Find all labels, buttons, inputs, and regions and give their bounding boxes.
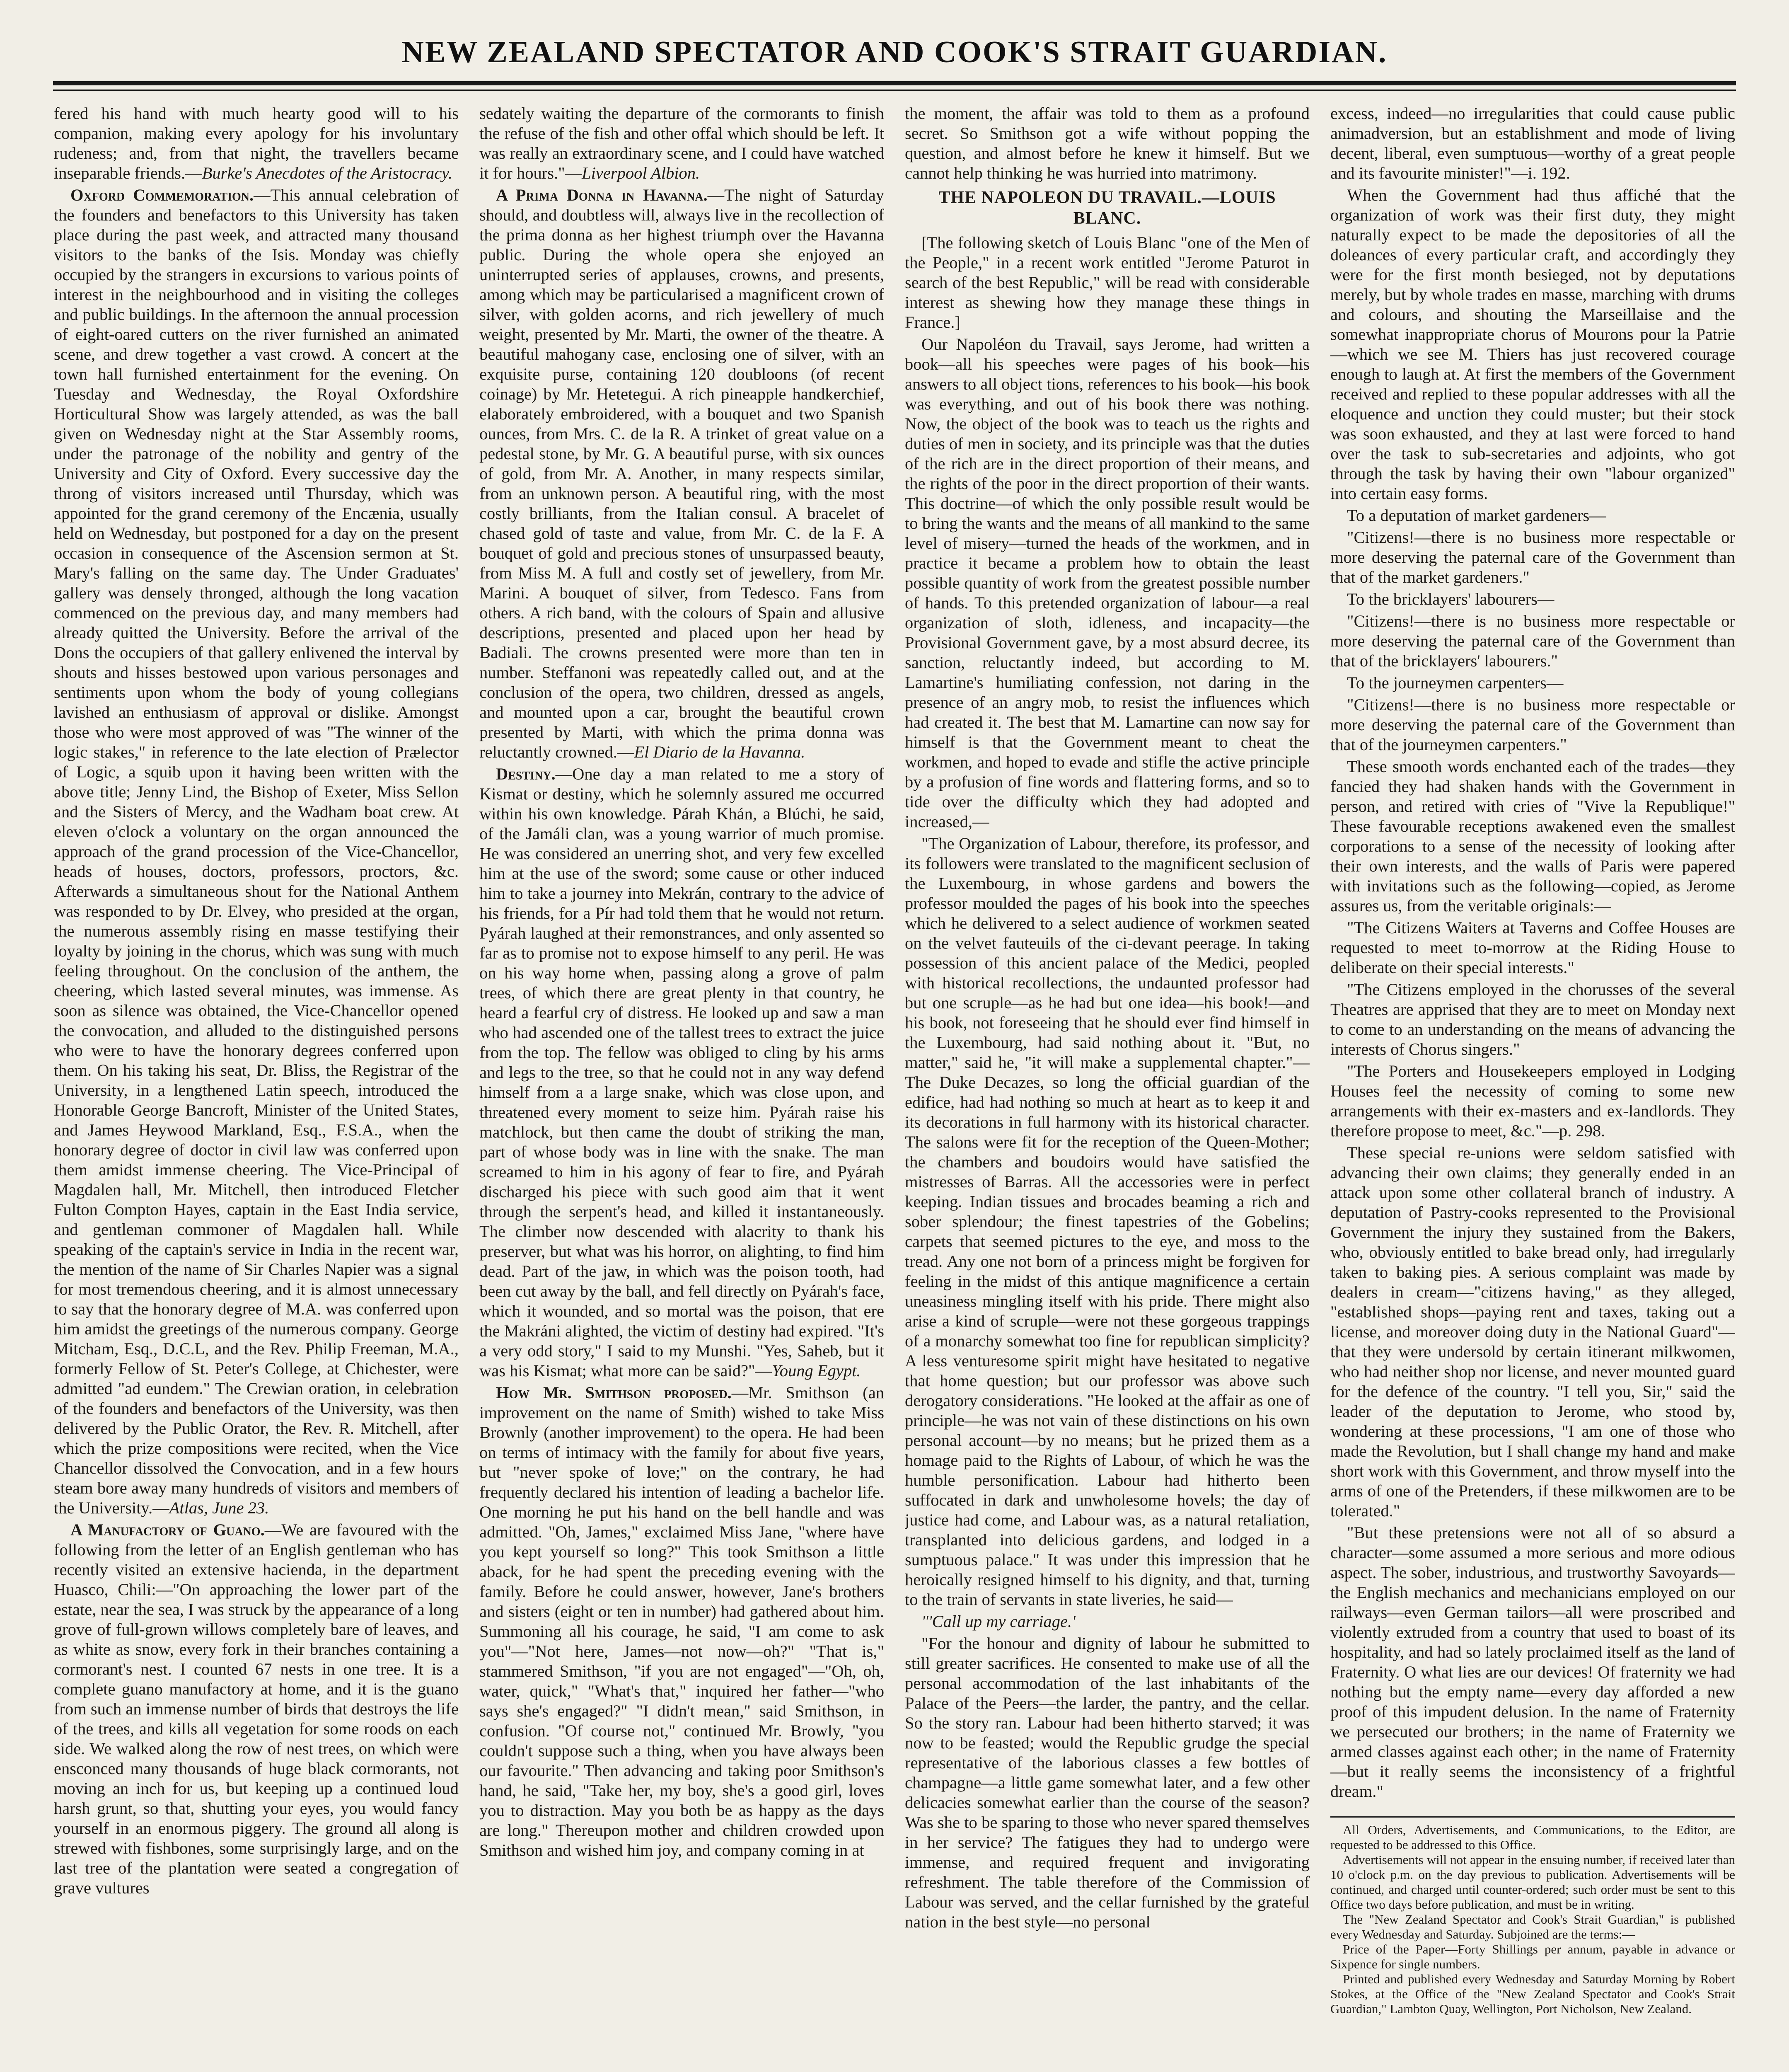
article-destiny: Destiny.—One day a man related to me a story of Kismat or destiny, which he solemnly assured me occurred within his own knowledge. Párah Khán, a Blúchi, he said, of the Jamáli clan, was a young warrior of much promise. He was considered an unerring shot, and very few excelled him at the use of the sword; some cause or other induced him to take a journey into Mekrán, contrary to the advice of his friends, for a Pír had told them that he would not return. Pyárah laughed at their remonstrances, and only assented so far as to promise not to expose himself to any peril. He was on his way home when, passing along a grove of palm trees, of which there are great plenty in that country, he heard a fearful cry of distress. He looked up and saw a man who had ascended one of the tallest trees to extract the juice from the top. The fellow was obliged to cling by his arms and legs to the tree, so that he could not in any way defend himself from a a large snake, which was close upon, and threatened every moment to seize him. Pyárah raise his matchlock, but then came the doubt of striking the man, part of whose body was in line with the snake. The man screamed to him in his agony of fear to fire, and Pyárah discharged his piece with such good aim that it went through the serpent's head, and killed it instantaneously. The climber now descended with alacrity to thank his preserver, but what was his horror, on alighting, to find him dead. Part of the jaw, in which was the poison tooth, had been cut away by the ball, and fell directly on Pyárah's face, which it wounded, and so mortal was the poison, that ere the Makráni alighted, the victim of destiny had expired. "It's a very odd story," I said to my Munshi. "Yes, Saheb, but it was his Kismat; what more can be said?"—Young Egypt. xyxy=(479,765,884,1380)
article-heading: Oxford Commemoration. xyxy=(70,186,254,204)
article-paragraph: "Citizens!—there is no business more respectable or more deserving the paternal care of the Government than that of the market gardeners." xyxy=(1330,528,1735,586)
source-credit: Liverpool Albion. xyxy=(582,164,700,182)
article-continuation: excess, indeed—no irregularities that could cause public animadversion, but an establishment and mode of living decent, liberal, even sumptuous—worthy of a great people and its favourite minister!"—i. 192. xyxy=(1330,104,1735,182)
article-paragraph: "The Organization of Labour, therefore, its professor, and its followers were translated to the magnificent seclusion of the Luxembourg, in whose gardens and bowers the professor moulded the pages of his book into the speeches which he delivered to a select audience of workmen seated on the velvet fauteuils of the ci-devant peerage. In taking possession of this ancient palace of the Medici, peopled with historical recollections, the undaunted professor had but one scruple—as he had but one idea—his book!—and his book, not foreseeing that he should ever find himself in the Luxembourg, had said nothing about it. "But, no matter," said he, "it will make a supplemental chapter."—The Duke Decazes, so long the official guardian of the edifice, had had nothing so much at heart as to keep it and its decorations in full harmony with its historical character. The salons were fit for the reception of the Queen-Mother; the chambers and boudoirs would have satisfied the mistresses of Barras. All the accessories were in perfect keeping. Indian tissues and brocades beaming a rich and sober splendour; the finest tapestries of the Gobelins; carpets that seemed pictures to the eye, and moss to the tread. Any one not born of a princess might be forgiven for feeling in the midst of this antique magnificence a certain uneasiness mingling itself with his pride. There might also arise a kind of scruple—were not these gorgeous trappings of a monarchy somewhat too fine for republican simplicity? A less venturesome spirit might have hesitated to negative that home question; but our professor was above such derogatory considerations. "He looked at the affair as one of principle—he was not vain of these distinctions on his own personal account—by no means; but he prized them as a homage paid to the Rights of Labour, of which he was the humble personification. Labour had hitherto been suffocated in dark and unwholesome hovels; the day of justice had come, and Labour was, as a natural retaliation, transplanted into delicious gardens, and lodged in a sumptuous palace." It was under this impression that he heroically resigned himself to his dignity, and that, turning to the train of servants in state liveries, he said— xyxy=(905,834,1310,1609)
article-heading: How Mr. Smithson proposed. xyxy=(496,1383,732,1402)
article-continuation: sedately waiting the departure of the cormorants to finish the refuse of the fish and other offal which should be left. It was really an extraordinary scene, and I could have watched it for hours."—Liverpool Albion. xyxy=(479,104,884,182)
masthead-rule-thin xyxy=(53,90,1736,91)
article-intro: [The following sketch of Louis Blanc "one of the Men of the People," in a recent work entitled "Jerome Paturot in search of the best Republic," will be read with considerable interest as shewing how they manage these things in France.] xyxy=(905,233,1310,332)
publisher-notice xyxy=(1330,1816,1735,2016)
article-paragraph: These special re-unions were seldom satisfied with advancing their own claims; they generally ended in an attack upon some other collateral branch of industry. A deputation of Pastry-cooks represented to the Provisional Government the injury they sustained from the Bakers, who, obviously entitled to bake bread only, had irregularly taken to baking pies. A serious complaint was made by dealers in cream—"citizens having," as they alleged, "established shops—paying rent and taxes, taking out a license, and moreover doing duty in the National Guard"—that they were undersold by certain itinerant milkwomen, who had neither shop nor license, and never mounted guard for the defence of the country. "I tell you, Sir," said the leader of the deputation to Jerome, who stood by, wondering at these processions, "I am one of those who made the Revolution, but I shall change my hand and make short work with this Government, and throw myself into the arms of one of the Pretenders, if these milkwomen are to be tolerated." xyxy=(1330,1143,1735,1520)
article-paragraph: "Citizens!—there is no business more respectable or more deserving the paternal care of the Government than that of the bricklayers' labourers." xyxy=(1330,612,1735,670)
article-guano: A Manufactory of Guano.—We are favoured with the following from the letter of an English gentleman who has recently visited an extensive hacienda, in the department Huasco, Chili:—"On approaching the lower part of the estate, near the sea, I was struck by the appearance of a long grove of full-grown willows completely bare of leaves, and as white as snow, every fork in their branches containing a cormorant's nest. I counted 67 nests in one tree. It is a complete guano manufactory at home, and it is the guano from such an immense number of birds that destroys the life of the trees, and kills all vegetation for some roods on each side. We walked along the row of nest trees, on which were ensconced many thousands of huge black cormorants, not moving an inch for us, but keeping up a continued loud harsh grunt, so that, shutting your eyes, you would fancy yourself in an enormous piggery. The ground all along is strewed with fishbones, some surprisingly large, and on the last tree of the plantation were seated a congregation of grave vultures xyxy=(54,1520,459,1897)
article-paragraph: When the Government had thus affiché that the organization of work was their first duty, they might naturally expect to be made the depositories of all the doleances of every particular craft, and accordingly they were for the first month besieged, not by deputations merely, but by whole trades en masse, marching with drums and colours, and shouting the Marseillaise and the somewhat inappropriate chorus of Mourons pour la Patrie—which we see M. Thiers has just recovered courage enough to laugh at. At first the members of the Government received and replied to these popular addresses with all the eloquence and unction they could muster; but their stock was soon exhausted, and they at last were forced to hand over the task to sub-secretaries and adjoints, who got through the task by having their own "labour organized" into certain easy forms. xyxy=(1330,186,1735,503)
article-smithson: How Mr. Smithson proposed.—Mr. Smithson (an improvement on the name of Smith) wished to take Miss Brownly (another improvement) to the opera. He had been on terms of intimacy with the family for about five years, but "never spoke of love;" on the contrary, he had frequently declared his intention of leading a bachelor life. One morning he put his hand on the bell handle and was admitted. "Oh, James," exclaimed Miss Jane, "where have you kept yourself so long?" This took Smithson a little aback, for he had spent the preceding evening with the family. Before he could answer, however, Jane's brothers and sisters (eight or ten in number) had gathered about him. Summoning all his courage, he said, "I am come to ask you"—"Not here, James—not now—oh?" "That is," stammered Smithson, "if you are not engaged"—"Oh, oh, water, quick," "What's that," inquired her father—"who says she's engaged?" "I didn't mean," said Smithson, in confusion. "Of course not," continued Mr. Browly, "you couldn't suppose such a thing, when you have always been our favourite." Then advancing and taking poor Smithson's hand, he said, "Take her, my boy, she's a good girl, loves you to distraction. May you both be as happy as the days are long." Thereupon mother and children crowded upon Smithson and wished him joy, and company coming in at xyxy=(479,1383,884,1859)
article-paragraph: To a deputation of market gardeners— xyxy=(1347,506,1606,525)
article-heading: A Prima Donna in Havanna. xyxy=(496,186,708,204)
article-paragraph: "The Citizens Waiters at Taverns and Coffee Houses are requested to meet to-morrow at the Riding House to deliberate on their special interests." xyxy=(1330,918,1735,977)
column-3 xyxy=(905,104,1310,2072)
article-heading-louis-blanc: THE NAPOLEON DU TRAVAIL.—LOUIS BLANC. xyxy=(938,188,1276,228)
article-continuation: the moment, the affair was told to them as a profound secret. So Smithson got a wife without popping the question, and almost before he knew it himself. But we cannot help thinking he was hurried into matrimony. xyxy=(905,104,1310,182)
article-paragraph: To the bricklayers' labourers— xyxy=(1347,590,1554,608)
article-continuation: fered his hand with much hearty good will to his companion, making every apology for his involuntary rudeness; and, from that night, the travellers became inseparable friends.—Burke's Anecdotes of the Aristocracy. xyxy=(54,104,459,182)
masthead-rule-thick xyxy=(53,81,1736,85)
columns xyxy=(54,104,1735,2072)
article-paragraph: "Citizens!—there is no business more respectable or more deserving the paternal care of the Government than that of the journeymen carpenters." xyxy=(1330,695,1735,754)
article-paragraph: "But these pretensions were not all of so absurd a character—some assumed a more serious and more odious aspect. The sober, industrious, and trustworthy Savoyards—the English mechanics and mechanicians employed on our railways—even German tailors—all were proscribed and violently extruded from a country that used to boast of its hospitality, and had so lately proclaimed itself as the land of Fraternity. O what lies are our devices! Of fraternity we had nothing but the empty name—every day afforded a new proof of this impudent delusion. In the name of Fraternity we persecuted our brothers; in the name of Fraternity we armed classes against each other; in the name of Fraternity—but it really seems the inconsistency of a frightful dream." xyxy=(1330,1523,1735,1801)
column-2 xyxy=(479,104,884,2072)
article-paragraph: Our Napoléon du Travail, says Jerome, had written a book—all his speeches were pages of his book—his answers to all object tions, references to his book—his book was everything, and out of his book there was nothing. Now, the object of the book was to teach us the rights and duties of men in society, and its principle was that the duties of the rich are in the direct proportion of their means, and the rights of the poor in the direct proportion of their wants. This doctrine—of which the only possible result would be to bring the wants and the means of all mankind to the same level of misery—turned the heads of the workmen, and in practice it became a problem how to obtain the least possible quantity of work from the greatest possible number of hands. To this pretended organization of labour—a real organization of sloth, idleness, and incapacity—the Provisional Government gave, by a most absurd decree, its sanction, reluctantly indeed, but according to M. Lamartine's humiliating confession, not daring in the presence of an angry mob, to resist the influences which had created it. The best that M. Lamartine can now say for himself is that the Government meant to cheat the workmen, and hoped to evade and stifle the active principle by a profusion of fine words and flattering forms, and so to tide over the difficulty which they had adopted and increased,— xyxy=(905,335,1310,831)
notice-line: Advertisements will not appear in the ensuing number, if received later than 10 o'clock p.m. on the day previous to publication. Advertisements will be continued, and charged until counter-ordered; such order must be sent to this Office two days before publication, and must be in writing. xyxy=(1330,1852,1735,1912)
notice-line: Price of the Paper—Forty Shillings per annum, payable in advance or Sixpence for single numbers. xyxy=(1330,1942,1735,1971)
column-4 xyxy=(1330,104,1735,2072)
article-heading: A Manufactory of Guano. xyxy=(70,1520,265,1539)
source-credit: Young Egypt. xyxy=(771,1361,861,1380)
source-credit: Atlas, June 23. xyxy=(169,1498,269,1517)
article-heading: Destiny. xyxy=(496,765,556,783)
source-credit: El Diario de la Havanna. xyxy=(634,743,805,761)
article-oxford: Oxford Commemoration.—This annual celebration of the founders and benefactors to this University has taken place during the past week, and attracted many thousand visitors to the banks of the Isis. Monday was chiefly occupied by the strangers in excursions to various points of interest in the neighbourhood and in visiting the colleges and public buildings. In the afternoon the annual procession of eight-oared cutters on the river furnished an animated scene, and drew together a vast crowd. A concert at the town hall furnished entertainment for the evening. On Tuesday and Wednesday, the Royal Oxfordshire Horticultural Show was largely attended, as was the ball given on Wednesday night at the Star Assembly rooms, under the patronage of the nobility and gentry of the University and City of Oxford. Every successive day the throng of visitors increased until Thursday, which was appointed for the grand ceremony of the Encænia, usually held on Wednesday, but postponed for a day on the present occasion in consequence of the Ascension sermon at St. Mary's falling on the same day. The Under Graduates' gallery was densely thronged, although the long vacation commenced on the previous day, and many members had already quitted the University. Before the arrival of the Dons the occupiers of that gallery enlivened the interval by shouts and hisses bestowed upon various personages and sentiments upon whom the body of young collegians lavished an enthusiasm of approval or dislike. Amongst those who were most approved of was "The winner of the logic stakes," in reference to the late election of Prælector of Logic, a squib upon it having been written with the above title; Jenny Lind, the Bishop of Exeter, Miss Sellon and the Sisters of Mercy, and the Wadham boat crew. At eleven o'clock a voluntary on the organ announced the approach of the grand procession of the Vice-Chancellor, heads of houses, doctors, professors, proctors, &c. Afterwards a simultaneous shout for the National Anthem was responded to by Dr. Elvey, who presided at the organ, the numerous assembly rising en masse testifying their loyalty by joining in the chorus, which was sung with much feeling throughout. On the conclusion of the anthem, the cheering, which lasted several minutes, was immense. As soon as silence was obtained, the Vice-Chancellor opened the convocation, and alluded to the distinguished persons who were to have the honorary degrees conferred upon them. On his taking his seat, Dr. Bliss, the Registrar of the University, in a lengthened Latin speech, introduced the Honorable George Bancroft, Minister of the United States, and James Heywood Markland, Esq., F.S.A., when the honorary degree of doctor in civil law was conferred upon them amidst immense cheering. The Vice-Principal of Magdalen hall, Mr. Mitchell, then introduced Fletcher Fulton Compton Hayes, captain in the East India service, and gentleman commoner of Magdalen hall. While speaking of the captain's service in India in the recent war, the mention of the name of Sir Charles Napier was a signal for most tremendous cheering, and it is almost unnecessary to say that the honorary degree of M.A. was conferred upon him amidst the greetings of the numerous company. George Mitcham, Esq., D.C.L, and the Rev. Philip Freeman, M.A., formerly Fellow of St. Peter's College, at Chichester, were admitted "ad eundem." The Crewian oration, in celebration of the founders and benefactors of the University, was then delivered by the Public Orator, the Rev. R. Mitchell, after which the prize compositions were recited, when the Vice Chancellor dissolved the Convocation, and in a few hours steam bore away many hundreds of visitors and members of the University.—Atlas, June 23. xyxy=(54,186,459,1517)
article-paragraph: To the journeymen carpenters— xyxy=(1347,673,1564,692)
article-quote-line: "'Call up my carriage.' xyxy=(921,1612,1076,1631)
article-paragraph: "For the honour and dignity of labour he submitted to still greater sacrifices. He consented to make use of all the personal accommodation of the last inhabitants of the Palace of the Peers—the larder, the pantry, and the cellar. So the story ran. Labour had been hitherto starved; it was now to be feasted; would the Republic grudge the special representative of the laborious classes a few bottles of champagne—a little game somewhat later, and a few other delicacies somewhat earlier than the course of the season? Was she to be sparing to those who never spared themselves in her service? The fatigues they had to undergo were immense, and required frequent and invigorating refreshment. The table therefore of the Commission of Labour was served, and the cellar furnished by the grateful nation in the best style—no personal xyxy=(905,1634,1310,1931)
article-prima-donna: A Prima Donna in Havanna.—The night of Saturday should, and doubtless will, always live in the recollection of the prima donna as her highest triumph over the Havanna public. During the whole opera she enjoyed an uninterrupted series of applauses, crowns, and presents, among which may be particularised a magnificent crown of silver, with golden acorns, and rich jewellery of much weight, presented by Mr. Marti, the owner of the theatre. A beautiful mahogany case, enclosing one of silver, with an exquisite purse, containing 120 doubloons (of recent coinage) by Mr. Hetetegui. A rich pineapple handkerchief, elaborately embroidered, with a bouquet and two Spanish ounces, from Mrs. C. de la R. A trinket of great value on a pedestal stone, by Mr. G. A beautiful purse, with six ounces of gold, from Mr. A. Another, in many respects similar, from an unknown person. A beautiful ring, with the most costly brilliants, from the Italian consul. A bracelet of chased gold of taste and value, from Mr. C. de la F. A bouquet of gold and precious stones of unsurpassed beauty, from Miss M. A full and costly set of jewellery, from Mr. Marini. A bouquet of silver, from Tedesco. Fans from others. A rich band, with the colours of Spain and allusive descriptions, presented and placed upon her head by Badiali. The crowns presented were more than ten in number. Steffanoni was repeatedly called out, and at the conclusion of the opera, two children, dressed as angels, and mounted upon a car, brought the beautiful crown presented by Marti, with which the prima donna was reluctantly crowned.—El Diario de la Havanna. xyxy=(479,186,884,761)
column-1 xyxy=(54,104,459,2072)
article-paragraph: "The Citizens employed in the chorusses of the several Theatres are apprised that they are to meet on Monday next to come to an understanding on the means of advancing the interests of Chorus singers." xyxy=(1330,980,1735,1058)
source-credit: Burke's Anecdotes of the Aristocracy. xyxy=(202,164,453,182)
article-paragraph: These smooth words enchanted each of the trades—they fancied they had shaken hands with the Government in person, and retired with cries of "Vive la Republique!" These favourable receptions awakened even the smallest corporations to a sense of the necessity of looking after their own interests, and the walls of Paris were papered with invitations such as the following—copied, as Jerome assures us, from the veritable originals:— xyxy=(1330,757,1735,915)
notice-line: Printed and published every Wednesday and Saturday Morning by Robert Stokes, at the Office of the "New Zealand Spectator and Cook's Strait Guardian," Lambton Quay, Wellington, Port Nicholson, New Zealand. xyxy=(1330,1972,1735,2016)
notice-line: All Orders, Advertisements, and Communications, to the Editor, are requested to be addressed to this Office. xyxy=(1330,1823,1735,1852)
notice-line: The "New Zealand Spectator and Cook's Strait Guardian," is published every Wednesday and Saturday. Subjoined are the terms:— xyxy=(1330,1912,1735,1941)
masthead: NEW ZEALAND SPECTATOR AND COOK'S STRAIT GUARDIAN. xyxy=(401,35,1388,69)
article-paragraph: "The Porters and Housekeepers employed in Lodging Houses feel the necessity of coming to some new arrangements with their ex-masters and ex-landlords. They therefore propose to meet, &c."—p. 298. xyxy=(1330,1062,1735,1140)
